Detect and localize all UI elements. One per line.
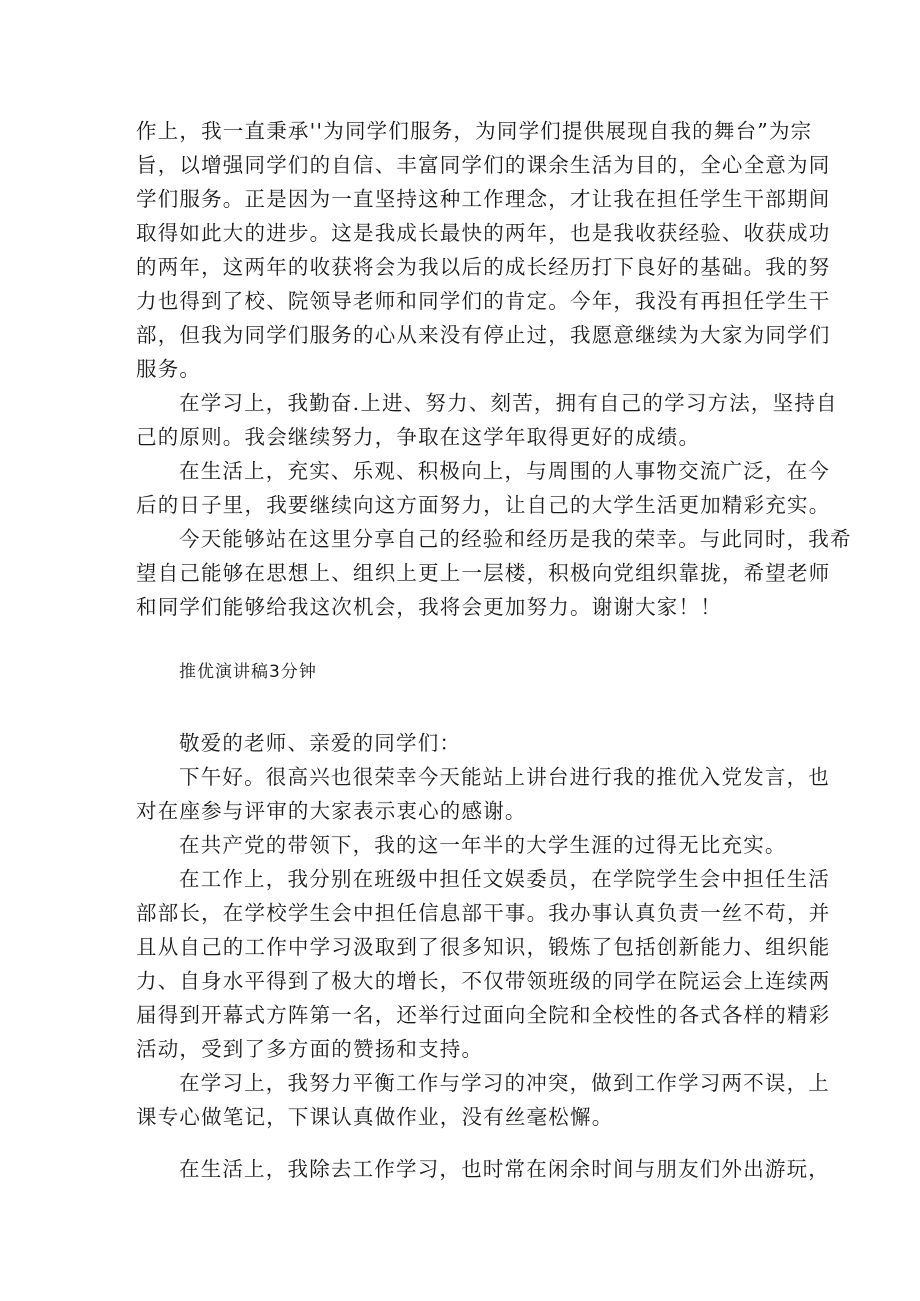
text-line: 下午好。很高兴也很荣幸今天能站上讲台进行我的推优入党发言，也 [179,765,830,789]
text-line: 己的原则。我会继续努力，争取在这学年取得更好的成绩。 [136,425,701,449]
text-line: 旨，以增强同学们的自信、丰富同学们的课余生活为目的，全心全意为同 [136,153,831,177]
text-line: 望自己能够在思想上、组织上更上一层楼，积极向党组织靠拢，希望老师 [136,561,831,585]
text-line: 且从自己的工作中学习汲取到了很多知识，锻炼了包括创新能力、组织能 [136,935,831,959]
text-line: 服务。 [136,357,202,381]
text-line: 力、自身水平得到了极大的增长，不仅带领班级的同学在院运会上连续两 [136,969,831,993]
text-line: 在生活上，我除去工作学习，也时常在闲余时间与朋友们外出游玩， [179,1157,830,1181]
text-line: 在生活上，充实、乐观、积极向上，与周围的人事物交流广泛，在今 [179,459,830,483]
text-line: 后的日子里，我要继续向这方面努力，让自己的大学生活更加精彩充实。 [136,493,831,517]
text-line: 敬爱的老师、亲爱的同学们： [179,731,462,755]
text-line: 取得如此大的进步。这是我成长最快的两年，也是我收获经验、收获成功 [136,221,831,245]
text-line: 学们服务。正是因为一直坚持这种工作理念，才让我在担任学生干部期间 [136,187,831,211]
section-title: 推优演讲稿3分钟 [179,662,317,682]
text-line: 在学习上，我努力平衡工作与学习的冲突，做到工作学习两不误，上 [179,1071,830,1095]
text-line: 在学习上，我勤奋.上进、努力、刻苦，拥有自己的学习方法，坚持自 [179,391,838,415]
text-line: 部部长，在学校学生会中担任信息部干事。我办事认真负责一丝不苟，并 [136,901,831,925]
text-line: 在共产党的带领下，我的这一年半的大学生涯的过得无比充实。 [179,833,787,857]
text-line: 力也得到了校、院领导老师和同学们的肯定。今年，我没有再担任学生干 [136,289,831,313]
text-line: 在工作上，我分别在班级中担任文娱委员，在学院学生会中担任生活 [179,867,830,891]
text-line: 届得到开幕式方阵第一名，还举行过面向全院和全校性的各式各样的精彩 [136,1003,831,1027]
text-line: 课专心做笔记，下课认真做作业，没有丝毫松懈。 [136,1105,614,1129]
text-line: 今天能够站在这里分享自己的经验和经历是我的荣幸。与此同时，我希 [179,527,852,551]
text-line: 对在座参与评审的大家表示衷心的感谢。 [136,799,527,823]
text-line: 部，但我为同学们服务的心从来没有停止过，我愿意继续为大家为同学们 [136,323,831,347]
text-line: 和同学们能够给我这次机会，我将会更加努力。谢谢大家！！ [136,595,722,619]
text-line: 的两年，这两年的收获将会为我以后的成长经历打下良好的基础。我的努 [136,255,831,279]
text-line: 作上，我一直秉承''为同学们服务，为同学们提供展现自我的舞台”为宗 [136,119,813,143]
text-line: 活动，受到了多方面的赞扬和支持。 [136,1037,484,1061]
